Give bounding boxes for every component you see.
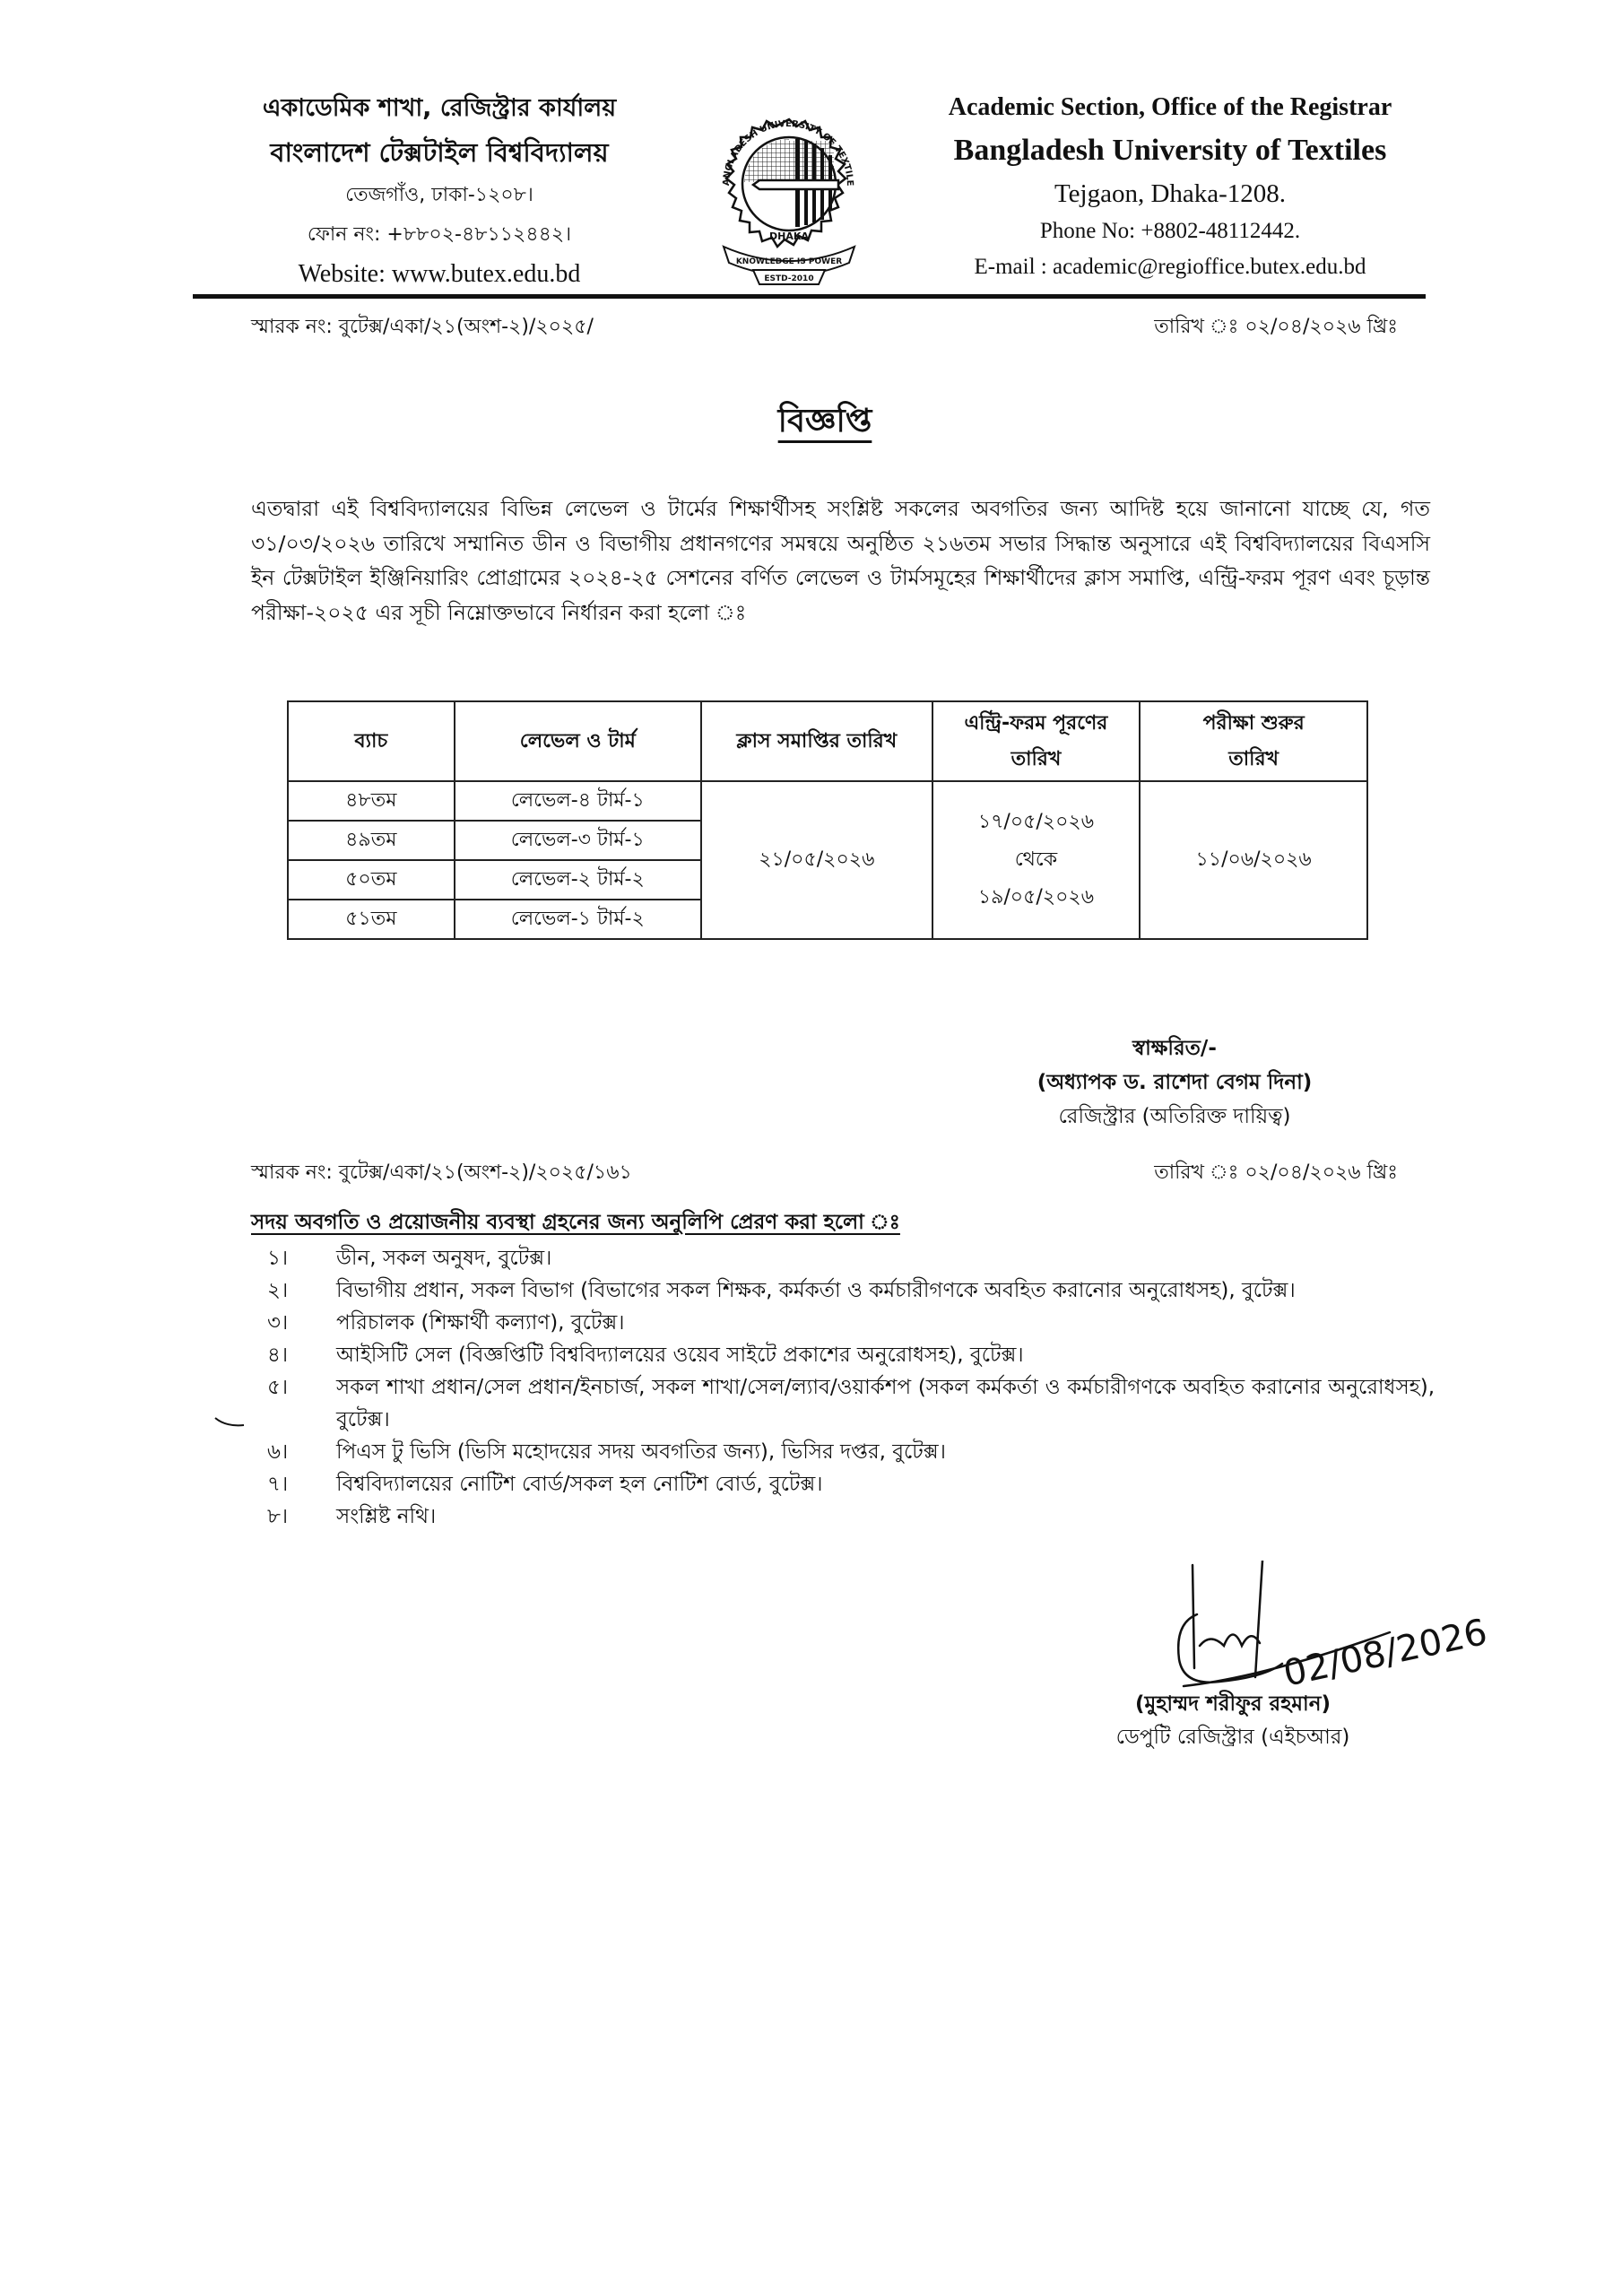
section-name-bn: একাডেমিক শাখা, রেজিস্ট্রার কার্যালয়	[262, 94, 617, 122]
header-level-term: লেভেল ও টার্ম	[455, 701, 701, 781]
level-term-cell: লেভেল-১ টার্ম-২	[455, 900, 701, 939]
batch-cell: ৫১তম	[288, 900, 455, 939]
memo-reference: স্মারক নং: বুটেক্স/একা/২১(অংশ-২)/২০২৫/	[251, 316, 594, 338]
registrar-name: (অধ্যাপক ড. রাশেদা বেগম দিনা)	[1037, 1071, 1313, 1094]
phone-en: Phone No: +8802-48112442.	[1039, 219, 1301, 243]
list-item: ৭। বিশ্ববিদ্যালয়ের নোটিশ বোর্ড/সকল হল নোটিশ বোর্ড, বুটেক্স।	[267, 1473, 823, 1496]
university-name-bn: বাংলাদেশ টেক্সটাইল বিশ্ববিদ্যালয়	[270, 137, 609, 168]
list-item: ৬। পিএস টু ভিসি (ভিসি মহোদয়ের সদয় অবগতির জন্য), ভিসির দপ্তর, বুটেক্স।	[267, 1440, 946, 1464]
phone-bn: ফোন নং: +৮৮০২-৪৮১১২৪৪২।	[307, 223, 572, 246]
level-term-cell: লেভেল-৪ টার্ম-১	[455, 781, 701, 821]
entry-form-dates	[932, 781, 1141, 939]
handwritten-date: 02/08/2026	[1279, 1611, 1491, 1695]
header-entry-form: এন্ট্রি-ফরম পূরণের তারিখ	[932, 701, 1141, 781]
svg-text:BANGLADESH UNIVERSITY OF TEXTI: ANGLADESH UNIVERSITY OF TEXTILE	[721, 118, 855, 187]
website-link[interactable]: Website: www.butex.edu.bd	[298, 260, 581, 288]
deputy-registrar-block	[1022, 1688, 1444, 1754]
table-row	[288, 781, 1367, 821]
notice-title: বিজ্ঞপ্তি	[777, 403, 872, 439]
header-divider	[193, 294, 1426, 299]
list-item: ১। ডীন, সকল অনুষদ, বুটেক্স।	[267, 1247, 552, 1270]
copies-list	[251, 1242, 1435, 1533]
university-seal-icon	[704, 112, 874, 287]
batch-cell: ৫০তম	[288, 860, 455, 900]
header-class-end: ক্লাস সমাপ্তির তারিখ	[701, 701, 932, 781]
logo-motto: KNOWLEDGE IS POWER	[735, 257, 843, 266]
table-header-row	[288, 701, 1367, 781]
level-term-cell: লেভেল-২ টার্ম-২	[455, 860, 701, 900]
memo2-date: তারিখ ঃ ০২/০৪/২০২৬ খ্রিঃ	[1154, 1161, 1398, 1184]
memo-date: তারিখ ঃ ০২/০৪/২০২৬ খ্রিঃ	[1154, 316, 1398, 338]
memo2-reference: স্মারক নং: বুটেক্স/একা/২১(অংশ-২)/২০২৫/১৬১	[251, 1161, 632, 1184]
batch-cell: ৪৯তম	[288, 821, 455, 860]
logo-established: ESTD-2010	[764, 274, 814, 283]
registrar-signature-block	[932, 1031, 1417, 1134]
header-exam-start: পরীক্ষা শুরুর তারিখ	[1140, 701, 1367, 781]
entry-form-separator: থেকে	[1014, 848, 1058, 871]
schedule-table	[287, 700, 1368, 940]
copies-heading: সদয় অবগতি ও প্রয়োজনীয় ব্যবস্থা গ্রহনের জন্য অনুলিপি প্রেরণ করা হলো ঃ	[251, 1211, 900, 1234]
notice-body: এতদ্বারা এই বিশ্ববিদ্যালয়ের বিভিন্ন লেভেল ও টার্মের শিক্ষার্থীসহ সংশ্লিষ্ট সকলের অবগতির জন্য আদিষ্ট হয়ে জানানো যাচ্ছে যে, গত ৩১/০৩/২০২৬ তারিখে সম্মানিত ডীন ও বিভাগীয় প্রধানগণের সমন্বয়ে অনুষ্ঠিত ২১৬তম সভার সিদ্ধান্ত অনুসারে এই বিশ্ববিদ্যালয়ের বিএসসি ইন টেক্সটাইল ইঞ্জিনিয়ারিং প্রোগ্রামের ২০২৪-২৫ সেশনের বর্ণিত লেভেল ও টার্মসমূহের শিক্ষার্থীদের ক্লাস সমাপ্তি, এন্ট্রি-ফরম পূরণ এবং চূড়ান্ত পরীক্ষা-২০২৫ এর সূচী নিম্নোক্তভাবে নির্ধারন করা হলো ঃ	[251, 496, 1430, 625]
batch-cell: ৪৮তম	[288, 781, 455, 821]
section-name-en: Academic Section, Office of the Registrar	[948, 93, 1392, 121]
registrar-designation: রেজিস্ট্রার (অতিরিক্ত দায়িত্ব)	[1058, 1105, 1291, 1128]
list-item: ২। বিভাগীয় প্রধান, সকল বিভাগ (বিভাগের সকল শিক্ষক, কর্মকর্তা ও কর্মচারীগণকে অবহিত করানোর অনুরোধসহ), বুটেক্স।	[267, 1279, 1296, 1302]
deputy-registrar-designation: ডেপুটি রেজিস্ট্রার (এইচআর)	[1115, 1726, 1350, 1749]
pen-tick-icon	[213, 1413, 246, 1431]
deputy-registrar-name: (মুহাম্মদ শরীফুর রহমান)	[1135, 1692, 1331, 1716]
class-end-date: ২১/০৫/২০২৬	[701, 781, 932, 939]
level-term-cell: লেভেল-৩ টার্ম-১	[455, 821, 701, 860]
entry-form-from: ১৭/০৫/২০২৬	[977, 811, 1095, 833]
header-english	[906, 88, 1435, 285]
address-en: Tejgaon, Dhaka-1208.	[1054, 179, 1287, 208]
exam-start-date: ১১/০৬/২০২৬	[1140, 781, 1367, 939]
header-bengali	[224, 88, 655, 294]
logo-city: DHAKA	[769, 230, 809, 242]
list-item: ৮। সংশ্লিষ্ট নথি।	[267, 1505, 437, 1528]
university-name-en: Bangladesh University of Textiles	[953, 134, 1387, 167]
email-link[interactable]: E-mail : academic@regioffice.butex.edu.bd	[974, 255, 1366, 279]
list-item: ৪। আইসিটি সেল (বিজ্ঞপ্তিটি বিশ্ববিদ্যালয়ের ওয়েব সাইটে প্রকাশের অনুরোধসহ), বুটেক্স।	[267, 1344, 1024, 1367]
entry-form-to: ১৯/০৫/২০২৬	[977, 886, 1095, 909]
signed-mark: স্বাক্ষরিত/-	[1132, 1037, 1217, 1060]
list-item: ৩। পরিচালক (শিক্ষার্থী কল্যাণ), বুটেক্স।	[267, 1311, 625, 1335]
header-batch: ব্যাচ	[288, 701, 455, 781]
address-bn: তেজগাঁও, ঢাকা-১২০৮।	[345, 184, 533, 206]
list-item: ৫। সকল শাখা প্রধান/সেল প্রধান/ইনচার্জ, সকল শাখা/সেল/ল্যাব/ওয়ার্কশপ (সকল কর্মকর্তা ও কর্মচারীগণকে অবহিত করানোর অনুরোধসহ), বুটেক্স।	[267, 1376, 1435, 1431]
